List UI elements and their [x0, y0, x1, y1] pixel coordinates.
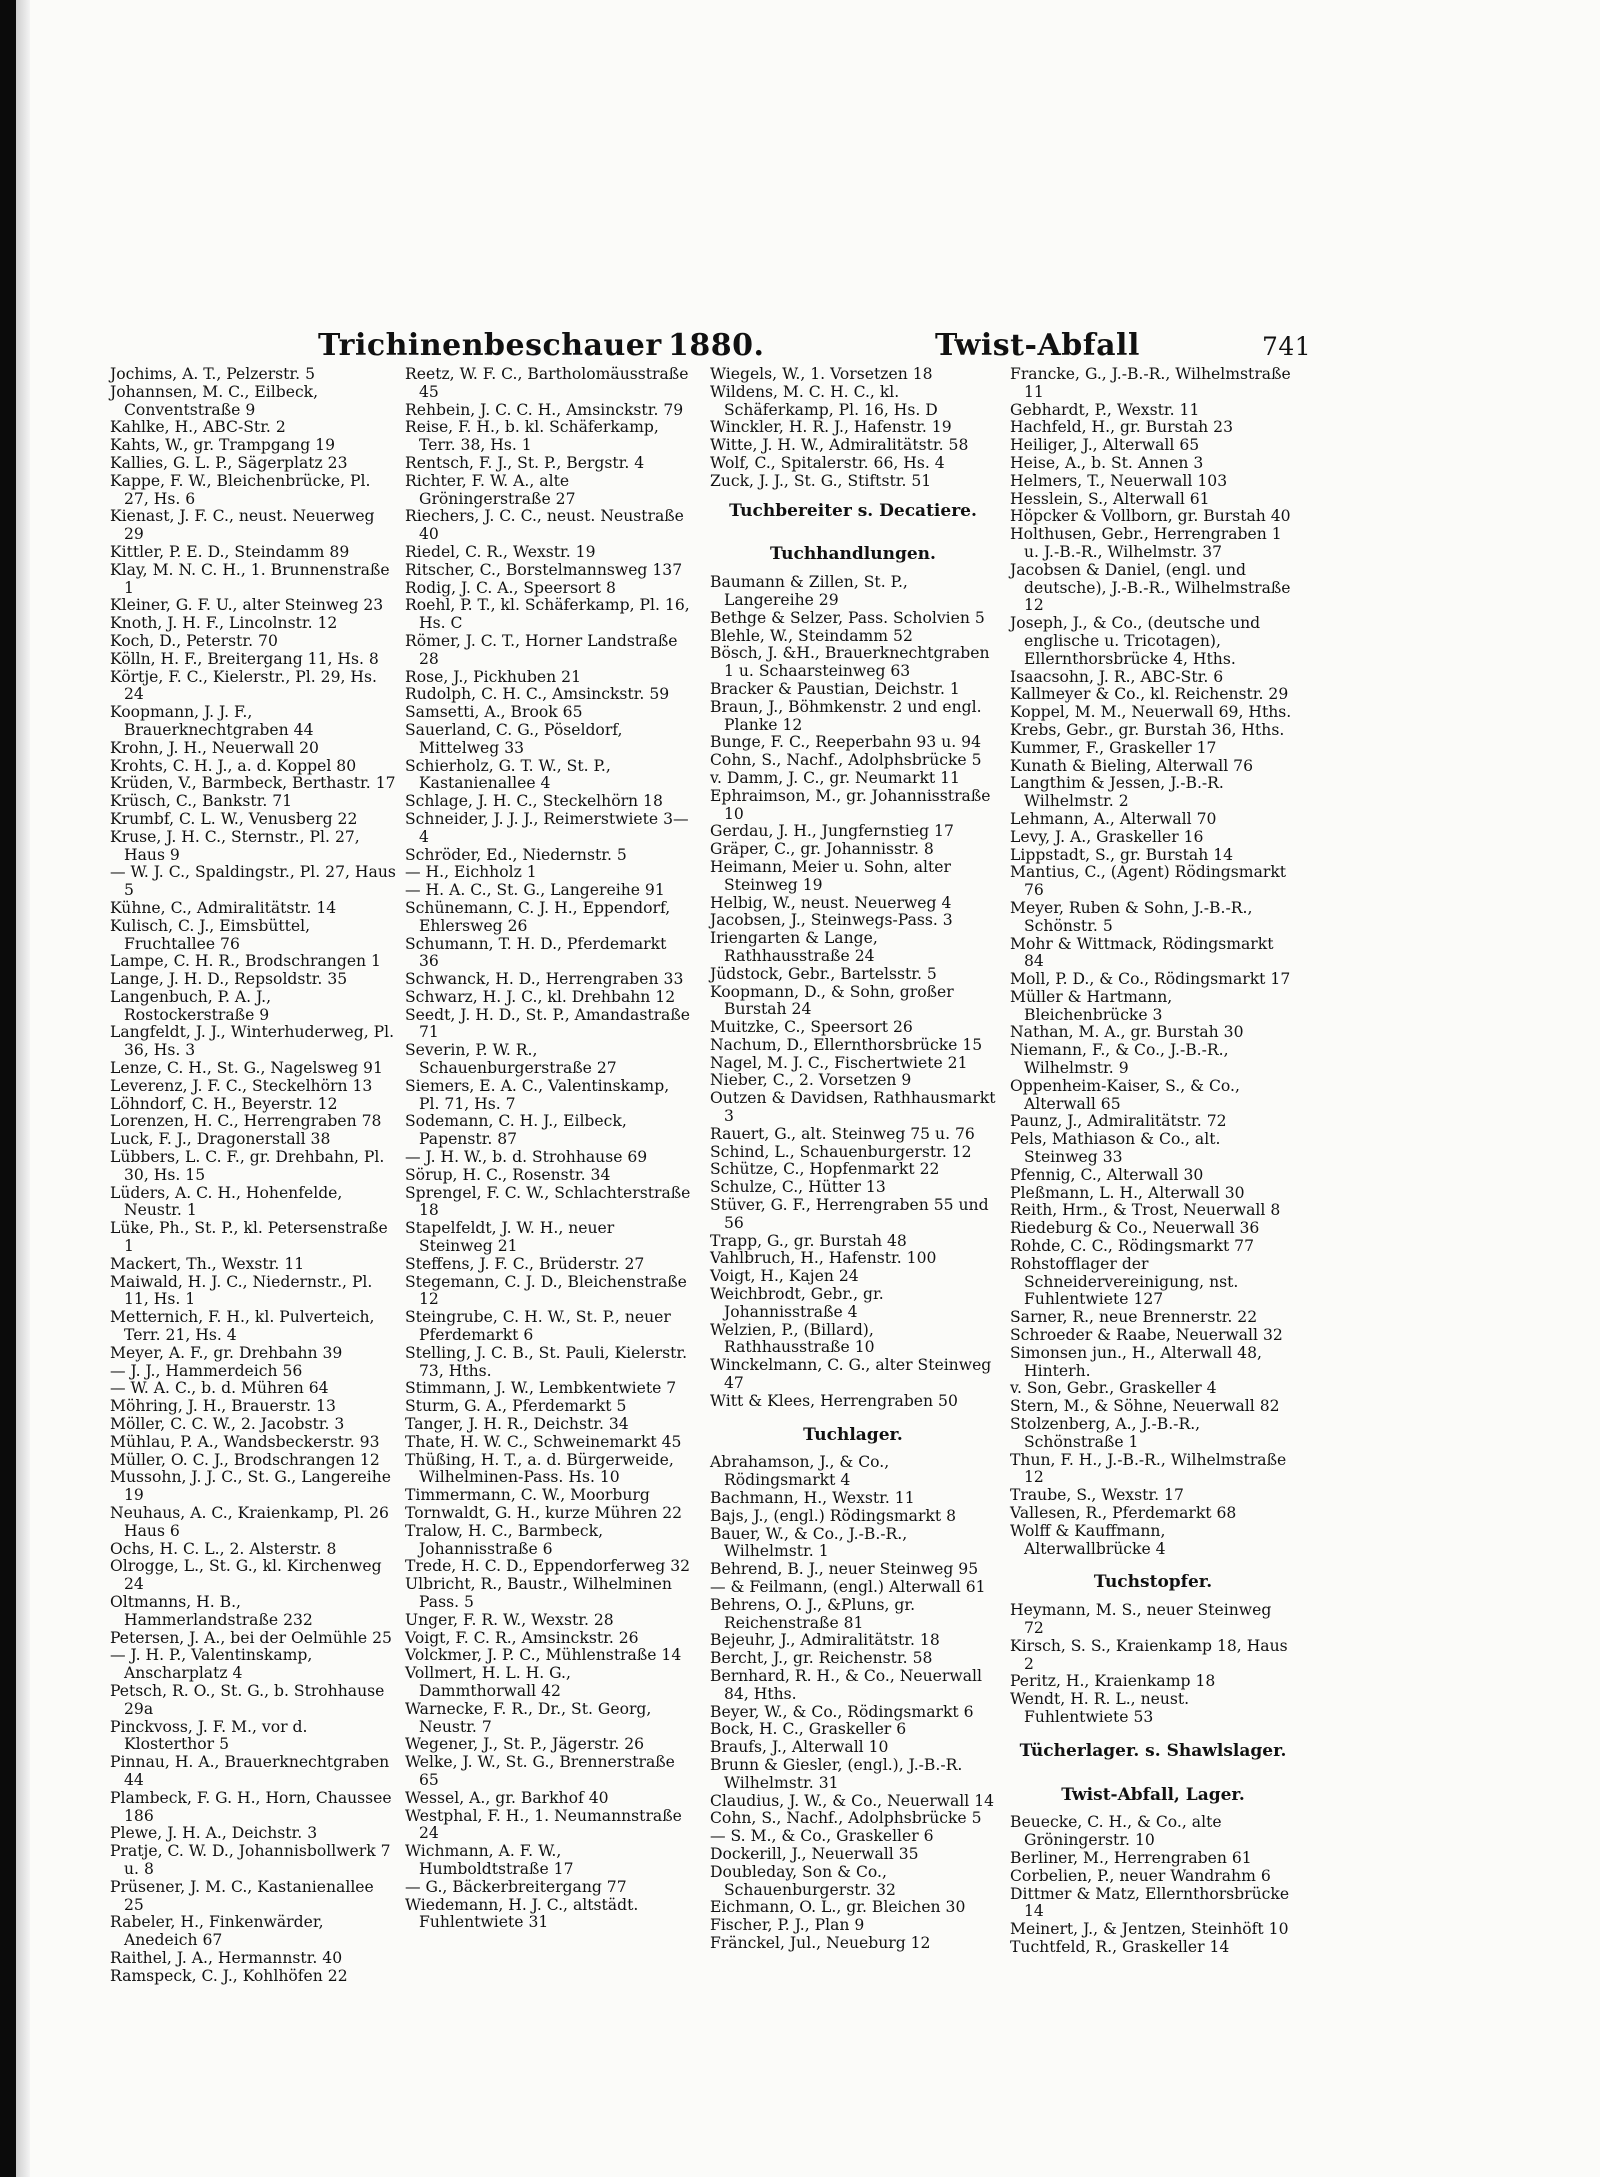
- directory-entry: Bachmann, H., Wexstr. 11: [710, 1489, 915, 1508]
- directory-entry: Wiedemann, H. J. C., altstädt. Fuhlentwiete 31: [405, 1895, 639, 1932]
- directory-entry: Luck, F. J., Dragonerstall 38: [110, 1130, 331, 1149]
- directory-entry: Schroeder & Raabe, Neuerwall 32: [1010, 1326, 1283, 1345]
- section-heading-twist-abfall-lager: Twist-Abfall, Lager.: [1061, 1784, 1245, 1805]
- directory-entry: Thun, F. H., J.-B.-R., Wilhelmstraße 12: [1010, 1450, 1287, 1487]
- column-4: [1010, 366, 1296, 1957]
- directory-entry: Olrogge, L., St. G., kl. Kirchenweg 24: [110, 1557, 382, 1594]
- directory-entry: Bethge & Selzer, Pass. Scholvien 5: [710, 608, 985, 627]
- directory-entry: Kittler, P. E. D., Steindamm 89: [110, 542, 350, 561]
- directory-entry: Stegemann, C. J. D., Bleichenstraße 12: [405, 1272, 687, 1309]
- directory-entry: Voigt, H., Kajen 24: [710, 1267, 859, 1286]
- directory-entry: Warnecke, F. R., Dr., St. Georg, Neustr. 7: [405, 1699, 652, 1736]
- directory-entry: Pinckvoss, J. F. M., vor d. Klosterthor 5: [110, 1717, 308, 1754]
- directory-entry: Oltmanns, H. B., Hammerlandstraße 232: [110, 1592, 313, 1629]
- directory-entry: Baumann & Zillen, St. P., Langereihe 29: [710, 573, 908, 609]
- directory-entry: Doubleday, Son & Co., Schauenburgerstr. 32: [710, 1862, 896, 1899]
- column-2: [405, 366, 691, 1932]
- directory-entry: Brunn & Giesler, (engl.), J.-B.-R. Wilhelmstr. 31: [710, 1755, 963, 1792]
- directory-entry: Langfeldt, J. J., Winterhuderweg, Pl. 36, Hs. 3: [110, 1023, 395, 1060]
- directory-entry: Peritz, H., Kraienkamp 18: [1010, 1672, 1216, 1691]
- directory-entry: Witte, J. H. W., Admiralitätstr. 58: [710, 436, 969, 455]
- directory-entry: Thüßing, H. T., a. d. Bürgerweide, Wilhelminen-Pass. Hs. 10: [405, 1450, 674, 1487]
- directory-entry: Wessel, A., gr. Barkhof 40: [405, 1788, 609, 1807]
- directory-entry: Stelling, J. C. B., St. Pauli, Kielerstr. 73, Hths.: [405, 1343, 688, 1380]
- directory-entry: Traube, S., Wexstr. 17: [1010, 1486, 1184, 1505]
- directory-entry: Wolff & Kauffmann, Alterwallbrücke 4: [1010, 1521, 1166, 1558]
- directory-entry: Westphal, F. H., 1. Neumannstraße 24: [405, 1806, 682, 1843]
- directory-entry: — & Feilmann, (engl.) Alterwall 61: [710, 1578, 986, 1596]
- directory-entry: Lampe, C. H. R., Brodschrangen 1: [110, 952, 381, 971]
- directory-entry: Reetz, W. F. C., Bartholomäusstraße 45: [405, 365, 689, 401]
- directory-entry: Schwanck, H. D., Herrengraben 33: [405, 970, 684, 989]
- directory-entry: Rehbein, J. C. C. H., Amsinckstr. 79: [405, 400, 684, 419]
- directory-entry: Prüsener, J. M. C., Kastanienallee 25: [110, 1877, 374, 1914]
- directory-entry: Koopmann, J. J. F., Brauerknechtgraben 44: [110, 703, 314, 739]
- directory-entry: Stolzenberg, A., J.-B.-R., Schönstraße 1: [1010, 1415, 1201, 1451]
- directory-entry: Kühne, C., Admiralitätstr. 14: [110, 898, 337, 917]
- directory-entry: Reise, F. H., b. kl. Schäferkamp, Terr. 38, Hs. 1: [405, 418, 659, 455]
- directory-entry: Vahlbruch, H., Hafenstr. 100: [710, 1249, 937, 1268]
- directory-entry: Schlage, J. H. C., Steckelhörn 18: [405, 792, 663, 811]
- directory-entry: Simonsen jun., H., Alterwall 48, Hinterh.: [1010, 1343, 1262, 1380]
- directory-entry: Nagel, M. J. C., Fischertwiete 21: [710, 1053, 968, 1072]
- directory-entry: Joseph, J., & Co., (deutsche und englische u. Tricotagen), Ellernthorsbrücke 4, Hths.: [1010, 614, 1261, 668]
- directory-entry: Stapelfeldt, J. W. H., neuer Steinweg 21: [405, 1219, 615, 1256]
- directory-entry: Pratje, C. W. D., Johannisbollwerk 7 u. 8: [110, 1842, 391, 1878]
- column-3: [710, 366, 996, 1953]
- section-heading-tuchhandlungen: Tuchhandlungen.: [770, 544, 936, 565]
- directory-entry: Schütze, C., Hopfenmarkt 22: [710, 1160, 940, 1179]
- directory-entry: Lüke, Ph., St. P., kl. Petersenstraße 1: [110, 1219, 388, 1256]
- directory-entry: Müller & Hartmann, Bleichenbrücke 3: [1010, 987, 1173, 1024]
- directory-entry: Holthusen, Gebr., Herrengraben 1 u. J.-B.-R., Wilhelmstr. 37: [1010, 525, 1282, 561]
- directory-entry: Seedt, J. H. D., St. P., Amandastraße 71: [405, 1005, 690, 1042]
- directory-entry: Ritscher, C., Borstelmannsweg 137: [405, 560, 683, 579]
- directory-entry: Lange, J. H. D., Repsoldstr. 35: [110, 970, 348, 989]
- entries-col3-top: [710, 366, 996, 491]
- directory-entry: Kunath & Bieling, Alterwall 76: [1010, 756, 1253, 775]
- directory-entry: Dittmer & Matz, Ellernthorsbrücke 14: [1010, 1884, 1290, 1921]
- directory-entry: v. Damm, J. C., gr. Neumarkt 11: [710, 768, 960, 787]
- directory-entry: Roehl, P. T., kl. Schäferkamp, Pl. 16, Hs. C: [405, 596, 690, 633]
- directory-entry: Neuhaus, A. C., Kraienkamp, Pl. 26 Haus 6: [110, 1504, 389, 1540]
- directory-entry: Riedeburg & Co., Neuerwall 36: [1010, 1219, 1260, 1238]
- directory-entry: Weichbrodt, Gebr., gr. Johannisstraße 4: [710, 1285, 884, 1321]
- directory-entry: Muitzke, C., Speersort 26: [710, 1018, 913, 1037]
- entries-twist-abfall-lager: [1010, 1814, 1296, 1956]
- directory-entry: Stimmann, J. W., Lembkentwiete 7: [405, 1379, 677, 1398]
- directory-entry: Koopmann, D., & Sohn, großer Burstah 24: [710, 982, 954, 1019]
- directory-entry: Braun, J., Böhmkenstr. 2 und engl. Planke 12: [710, 697, 982, 734]
- directory-entry: Hesslein, S., Alterwall 61: [1010, 489, 1210, 508]
- directory-entry: Jacobsen & Daniel, (engl. und deutsche), J.-B.-R., Wilhelmstraße 12: [1010, 560, 1291, 615]
- directory-entry: Heise, A., b. St. Annen 3: [1010, 453, 1204, 472]
- directory-entry: Meinert, J., & Jentzen, Steinhöft 10: [1010, 1920, 1289, 1939]
- directory-entry: — W. J. C., Spaldingstr., Pl. 27, Haus 5: [110, 863, 396, 900]
- running-header-year: 1880.: [668, 328, 765, 363]
- directory-entry: Bauer, W., & Co., J.-B.-R., Wilhelmstr. 1: [710, 1524, 908, 1561]
- directory-entry: Siemers, E. A. C., Valentinskamp, Pl. 71, Hs. 7: [405, 1076, 670, 1113]
- directory-entry: Cohn, S., Nachf., Adolphsbrücke 5: [710, 751, 982, 770]
- directory-entry: — S. M., & Co., Graskeller 6: [710, 1827, 934, 1846]
- directory-entry: Lehmann, A., Alterwall 70: [1010, 809, 1217, 828]
- directory-entry: Möller, C. C. W., 2. Jacobstr. 3: [110, 1415, 345, 1434]
- directory-entry: Bernhard, R. H., & Co., Neuerwall 84, Hths.: [710, 1666, 982, 1703]
- directory-entry: Krohn, J. H., Neuerwall 20: [110, 738, 319, 757]
- directory-entry: Müller, O. C. J., Brodschrangen 12: [110, 1450, 380, 1469]
- directory-entry: Sodemann, C. H. J., Eilbeck, Papenstr. 87: [405, 1112, 627, 1149]
- directory-entry: Metternich, F. H., kl. Pulverteich, Terr. 21, Hs. 4: [110, 1308, 375, 1345]
- directory-entry: Cohn, S., Nachf., Adolphsbrücke 5: [710, 1809, 982, 1828]
- directory-entry: Schumann, T. H. D., Pferdemarkt 36: [405, 934, 667, 971]
- directory-entry: Sprengel, F. C. W., Schlachterstraße 18: [405, 1183, 691, 1220]
- directory-entry: Kallmeyer & Co., kl. Reichenstr. 29: [1010, 685, 1289, 704]
- directory-entry: Berliner, M., Herrengraben 61: [1010, 1848, 1252, 1867]
- directory-entry: Stern, M., & Söhne, Neuerwall 82: [1010, 1397, 1280, 1416]
- directory-entry: Schröder, Ed., Niedernstr. 5: [405, 845, 627, 864]
- directory-entry: Schierholz, G. T. W., St. P., Kastanienallee 4: [405, 756, 611, 793]
- directory-entry: Kahlke, H., ABC-Str. 2: [110, 418, 286, 437]
- directory-entry: Heymann, M. S., neuer Steinweg 72: [1010, 1601, 1272, 1637]
- directory-entry: Ochs, H. C. L., 2. Alsterstr. 8: [110, 1539, 337, 1558]
- directory-entry: Ulbricht, R., Baustr., Wilhelminen Pass. 5: [405, 1575, 672, 1611]
- directory-entry: Kruse, J. H. C., Sternstr., Pl. 27, Haus 9: [110, 827, 360, 864]
- directory-entry: Heimann, Meier u. Sohn, alter Steinweg 19: [710, 857, 951, 894]
- directory-entry: Bajs, J., (engl.) Rödingsmarkt 8: [710, 1506, 956, 1525]
- directory-entry: Körtje, F. C., Kielerstr., Pl. 29, Hs. 24: [110, 667, 377, 704]
- entries-tuchstopfer: [1010, 1602, 1296, 1727]
- directory-entry: Kleiner, G. F. U., alter Steinweg 23: [110, 596, 384, 615]
- directory-entry: Wildens, M. C. H. C., kl. Schäferkamp, Pl. 16, Hs. D: [710, 382, 938, 419]
- directory-entry: Mackert, Th., Wexstr. 11: [110, 1254, 305, 1273]
- directory-entry: Winckler, H. R. J., Hafenstr. 19: [710, 418, 952, 437]
- directory-entry: Kummer, F., Graskeller 17: [1010, 738, 1217, 757]
- section-heading-tuchlager: Tuchlager.: [803, 1424, 903, 1445]
- directory-entry: Tornwaldt, G. H., kurze Mühren 22: [405, 1504, 683, 1522]
- directory-entry: Mohr & Wittmack, Rödingsmarkt 84: [1010, 934, 1274, 971]
- directory-entry: Gebhardt, P., Wexstr. 11: [1010, 400, 1200, 419]
- directory-entry: Petersen, J. A., bei der Oelmühle 25: [110, 1628, 392, 1647]
- running-header-left: Trichinenbeschauer: [318, 328, 662, 363]
- directory-entry: Behrens, O. J., &Pluns, gr. Reichenstraße 81: [710, 1595, 916, 1632]
- directory-entry: Outzen & Davidsen, Rathhausmarkt 3: [710, 1089, 996, 1126]
- directory-entry: Schwarz, H. J. C., kl. Drehbahn 12: [405, 987, 676, 1006]
- directory-entry: Ramspeck, C. J., Kohlhöfen 22: [110, 1966, 348, 1985]
- directory-entry: Zuck, J. J., St. G., Stiftstr. 51: [710, 471, 932, 490]
- directory-entry: Witt & Klees, Herrengraben 50: [710, 1391, 958, 1410]
- directory-entry: — J. H. W., b. d. Strohhause 69: [405, 1148, 648, 1167]
- directory-entry: Dockerill, J., Neuerwall 35: [710, 1844, 919, 1863]
- directory-entry: Volckmer, J. P. C., Mühlenstraße 14: [405, 1646, 682, 1665]
- directory-entry: Nieber, C., 2. Vorsetzen 9: [710, 1071, 912, 1090]
- directory-entry: Pinnau, H. A., Brauerknechtgraben 44: [110, 1753, 390, 1789]
- directory-entry: Schünemann, C. J. H., Eppendorf, Ehlersweg 26: [405, 898, 671, 935]
- directory-entry: Lübbers, L. C. F., gr. Drehbahn, Pl. 30, Hs. 15: [110, 1148, 385, 1184]
- directory-entry: Krüsch, C., Bankstr. 71: [110, 792, 293, 811]
- directory-entry: Sturm, G. A., Pferdemarkt 5: [405, 1397, 627, 1416]
- directory-entry: Raithel, J. A., Hermannstr. 40: [110, 1948, 343, 1967]
- page-number: 741: [1262, 332, 1312, 361]
- directory-entry: Tralow, H. C., Barmbeck, Johannisstraße 6: [405, 1521, 604, 1558]
- directory-entry: Bösch, J. &H., Brauerknechtgraben 1 u. Schaarsteinweg 63: [710, 644, 990, 681]
- directory-entry: Pleßmann, L. H., Alterwall 30: [1010, 1183, 1245, 1202]
- directory-entry: Schind, L., Schauenburgerstr. 12: [710, 1142, 972, 1161]
- directory-entry: Koppel, M. M., Neuerwall 69, Hths.: [1010, 703, 1292, 722]
- directory-entry: Bunge, F. C., Reeperbahn 93 u. 94: [710, 733, 982, 752]
- directory-entry: Fischer, P. J., Plan 9: [710, 1916, 865, 1935]
- directory-entry: Kallies, G. L. P., Sägerplatz 23: [110, 453, 348, 472]
- directory-entry: Riechers, J. C. C., neust. Neustraße 40: [405, 507, 684, 544]
- directory-entry: Jochims, A. T., Pelzerstr. 5: [110, 365, 316, 383]
- section-heading-tuchstopfer: Tuchstopfer.: [1093, 1572, 1213, 1593]
- entries-col4-top: [1010, 366, 1296, 1558]
- directory-entry: Helmers, T., Neuerwall 103: [1010, 471, 1228, 490]
- directory-entry: Riedel, C. R., Wexstr. 19: [405, 542, 596, 561]
- section-heading-tuecherlager: Tücherlager. s. Shawlslager.: [1019, 1740, 1287, 1761]
- directory-entry: Lenze, C. H., St. G., Nagelsweg 91: [110, 1059, 383, 1078]
- directory-entry: Tanger, J. H. R., Deichstr. 34: [405, 1415, 629, 1434]
- directory-entry: Rohstofflager der Schneidervereinigung, nst. Fuhlentwiete 127: [1010, 1254, 1239, 1309]
- directory-entry: Braufs, J., Alterwall 10: [710, 1738, 889, 1757]
- directory-entry: Francke, G., J.-B.-R., Wilhelmstraße 11: [1010, 365, 1291, 401]
- directory-entry: Jacobsen, J., Steinwegs-Pass. 3: [710, 911, 953, 930]
- directory-entry: Wolf, C., Spitalerstr. 66, Hs. 4: [710, 453, 945, 472]
- directory-entry: Krohts, C. H. J., a. d. Koppel 80: [110, 756, 357, 775]
- directory-entry: Nachum, D., Ellernthorsbrücke 15: [710, 1035, 983, 1054]
- directory-entry: Wiegels, W., 1. Vorsetzen 18: [710, 365, 933, 383]
- directory-entry: Samsetti, A., Brook 65: [405, 703, 583, 722]
- directory-entry: Beyer, W., & Co., Rödingsmarkt 6: [710, 1702, 974, 1721]
- directory-entry: Bejeuhr, J., Admiralitätstr. 18: [710, 1631, 940, 1650]
- directory-entry: Kienast, J. F. C., neust. Neuerweg 29: [110, 507, 375, 544]
- directory-entry: Hachfeld, H., gr. Burstah 23: [1010, 418, 1234, 437]
- directory-entry: Vollmert, H. L. H. G., Dammthorwall 42: [405, 1664, 571, 1700]
- directory-entry: Wichmann, A. F. W., Humboldtstraße 17: [405, 1842, 574, 1878]
- directory-entry: Leverenz, J. F. C., Steckelhörn 13: [110, 1076, 373, 1095]
- directory-entry: Voigt, F. C. R., Amsinckstr. 26: [405, 1628, 639, 1647]
- directory-entry: Plambeck, F. G. H., Horn, Chaussee 186: [110, 1788, 392, 1825]
- directory-entry: Unger, F. R. W., Wexstr. 28: [405, 1610, 614, 1629]
- directory-entry: Sarner, R., neue Brennerstr. 22: [1010, 1308, 1258, 1327]
- directory-entry: — H., Eichholz 1: [405, 863, 537, 882]
- directory-entry: Niemann, F., & Co., J.-B.-R., Wilhelmstr. 9: [1010, 1041, 1229, 1078]
- directory-entry: Behrend, B. J., neuer Steinweg 95: [710, 1560, 979, 1579]
- directory-entry: Langenbuch, P. A. J., Rostockerstraße 9: [110, 987, 272, 1024]
- directory-entry: Ephraimson, M., gr. Johannisstraße 10: [710, 786, 991, 823]
- directory-entry: Stüver, G. F., Herrengraben 55 und 56: [710, 1196, 989, 1232]
- entries-tuchhandlungen: [710, 574, 996, 1410]
- directory-entry: Oppenheim-Kaiser, S., & Co., Alterwall 65: [1010, 1076, 1240, 1113]
- directory-entry: Trapp, G., gr. Burstah 48: [710, 1231, 907, 1250]
- directory-entry: Kahts, W., gr. Trampgang 19: [110, 436, 336, 455]
- directory-entry: Koch, D., Peterstr. 70: [110, 631, 278, 650]
- directory-entry: Plewe, J. H. A., Deichstr. 3: [110, 1824, 318, 1843]
- directory-entry: Pels, Mathiason & Co., alt. Steinweg 33: [1010, 1130, 1221, 1167]
- directory-entry: Lippstadt, S., gr. Burstah 14: [1010, 845, 1234, 864]
- directory-entry: Reith, Hrm., & Trost, Neuerwall 8: [1010, 1201, 1281, 1220]
- directory-entry: Meyer, A. F., gr. Drehbahn 39: [110, 1343, 343, 1362]
- directory-entry: Höpcker & Vollborn, gr. Burstah 40: [1010, 507, 1291, 526]
- directory-entry: Wegener, J., St. P., Jägerstr. 26: [405, 1735, 645, 1754]
- directory-entry: Krebs, Gebr., gr. Burstah 36, Hths.: [1010, 720, 1285, 739]
- directory-entry: Johannsen, M. C., Eilbeck, Conventstraße 9: [110, 382, 319, 419]
- directory-entry: Sörup, H. C., Rosenstr. 34: [405, 1165, 611, 1184]
- directory-entry: Kölln, H. F., Breitergang 11, Hs. 8: [110, 649, 379, 668]
- directory-entry: Sauerland, C. G., Pöseldorf, Mittelweg 33: [405, 720, 623, 757]
- directory-entry: Mantius, C., (Agent) Rödingsmarkt 76: [1010, 863, 1287, 900]
- directory-entry: Thate, H. W. C., Schweinemarkt 45: [405, 1432, 682, 1451]
- directory-entry: Maiwald, H. J. C., Niedernstr., Pl. 11, Hs. 1: [110, 1272, 373, 1309]
- directory-entry: Paunz, J., Admiralitätstr. 72: [1010, 1112, 1227, 1131]
- directory-entry: Lorenzen, H. C., Herrengraben 78: [110, 1112, 382, 1131]
- directory-entry: Mussohn, J. J. C., St. G., Langereihe 19: [110, 1468, 392, 1505]
- directory-entry: Gerdau, J. H., Jungfernstieg 17: [710, 822, 954, 841]
- directory-entry: Gräper, C., gr. Johannisstr. 8: [710, 840, 934, 859]
- directory-entry: Welke, J. W., St. G., Brennerstraße 65: [405, 1753, 675, 1789]
- directory-entry: Trede, H. C. D., Eppendorferweg 32: [405, 1557, 691, 1576]
- directory-entry: Rose, J., Pickhuben 21: [405, 667, 581, 686]
- directory-entry: Isaacsohn, J. R., ABC-Str. 6: [1010, 667, 1224, 686]
- directory-entry: — G., Bäckerbreitergang 77: [405, 1877, 627, 1896]
- directory-entry: Bock, H. C., Graskeller 6: [710, 1720, 907, 1739]
- directory-entry: Schulze, C., Hütter 13: [710, 1178, 886, 1197]
- directory-entry: Kirsch, S. S., Kraienkamp 18, Haus 2: [1010, 1636, 1288, 1673]
- directory-entry: Schneider, J. J. J., Reimerstwiete 3—4: [405, 809, 689, 846]
- directory-entry: Rabeler, H., Finkenwärder, Anedeich 67: [110, 1913, 324, 1950]
- directory-entry: Rentsch, F. J., St. P., Bergstr. 4: [405, 453, 645, 472]
- directory-entry: Rudolph, C. H. C., Amsinckstr. 59: [405, 685, 670, 704]
- directory-entry: Bercht, J., gr. Reichenstr. 58: [710, 1649, 933, 1668]
- directory-entry: v. Son, Gebr., Graskeller 4: [1010, 1379, 1217, 1398]
- directory-entry: Rodig, J. C. A., Speersort 8: [405, 578, 616, 597]
- section-heading-tuchbereiter: Tuchbereiter s. Decatiere.: [729, 500, 977, 521]
- directory-entry: Steingrube, C. H. W., St. P., neuer Pferdemarkt 6: [405, 1308, 671, 1345]
- directory-entry: Moll, P. D., & Co., Rödingsmarkt 17: [1010, 970, 1291, 989]
- directory-entry: Eichmann, O. L., gr. Bleichen 30: [710, 1898, 966, 1917]
- directory-entry: Mühlau, P. A., Wandsbeckerstr. 93: [110, 1432, 380, 1451]
- directory-entry: Steffens, J. F. C., Brüderstr. 27: [405, 1254, 645, 1273]
- directory-entry: Jüdstock, Gebr., Bartelsstr. 5: [710, 964, 937, 983]
- directory-entry: Meyer, Ruben & Sohn, J.-B.-R., Schönstr. 5: [1010, 898, 1253, 935]
- running-header-right: Twist-Abfall: [935, 328, 1140, 363]
- directory-entry: Klay, M. N. C. H., 1. Brunnenstraße 1: [110, 560, 390, 597]
- scan-border: [0, 0, 16, 2177]
- directory-entry: Blehle, W., Steindamm 52: [710, 626, 913, 645]
- directory-entry: Nathan, M. A., gr. Burstah 30: [1010, 1023, 1244, 1042]
- directory-entry: Wendt, H. R. L., neust. Fuhlentwiete 53: [1010, 1690, 1190, 1726]
- directory-entry: Richter, F. W. A., alte Gröningerstraße 27: [405, 471, 576, 508]
- directory-entry: Petsch, R. O., St. G., b. Strohhause 29a: [110, 1681, 385, 1718]
- directory-entry: Rauert, G., alt. Steinweg 75 u. 76: [710, 1124, 975, 1143]
- directory-entry: Iriengarten & Lange, Rathhausstraße 24: [710, 929, 878, 965]
- directory-entry: Bracker & Paustian, Deichstr. 1: [710, 679, 960, 698]
- directory-entry: Welzien, P., (Billard), Rathhausstraße 10: [710, 1320, 875, 1357]
- directory-entry: Claudius, J. W., & Co., Neuerwall 14: [710, 1791, 995, 1810]
- directory-entry: Langthim & Jessen, J.-B.-R. Wilhelmstr. 2: [1010, 774, 1224, 811]
- directory-entry: Löhndorf, C. H., Beyerstr. 12: [110, 1094, 338, 1113]
- directory-entry: Severin, P. W. R., Schauenburgerstraße 27: [405, 1041, 617, 1078]
- directory-entry: Beuecke, C. H., & Co., alte Gröningerstr. 10: [1010, 1813, 1222, 1850]
- directory-entry: Vallesen, R., Pferdemarkt 68: [1010, 1504, 1237, 1522]
- directory-entry: Pfennig, C., Alterwall 30: [1010, 1165, 1204, 1184]
- directory-entry: Möhring, J. H., Brauerstr. 13: [110, 1397, 336, 1416]
- directory-entry: Römer, J. C. T., Horner Landstraße 28: [405, 631, 678, 668]
- directory-entry: Kulisch, C. J., Eimsbüttel, Fruchtallee 76: [110, 916, 311, 953]
- directory-entry: — W. A. C., b. d. Mühren 64: [110, 1379, 329, 1398]
- directory-entry: Krüden, V., Barmbeck, Berthastr. 17: [110, 774, 396, 793]
- entries-tuchlager: [710, 1454, 996, 1952]
- directory-entry: Krumbf, C. L. W., Venusberg 22: [110, 809, 358, 828]
- directory-entry: Corbelien, P., neuer Wandrahm 6: [1010, 1866, 1271, 1885]
- directory-entry: Helbig, W., neust. Neuerweg 4: [710, 893, 952, 912]
- directory-entry: — J. H. P., Valentinskamp, Anscharplatz 4: [110, 1646, 313, 1683]
- directory-entry: Kappe, F. W., Bleichenbrücke, Pl. 27, Hs. 6: [110, 471, 371, 508]
- directory-entry: Timmermann, C. W., Moorburg: [405, 1486, 650, 1505]
- directory-entry: Fränckel, Jul., Neueburg 12: [710, 1933, 931, 1952]
- directory-entry: Knoth, J. H. F., Lincolnstr. 12: [110, 614, 338, 633]
- directory-entry: Lüders, A. C. H., Hohenfelde, Neustr. 1: [110, 1183, 343, 1220]
- directory-entry: — H. A. C., St. G., Langereihe 91: [405, 881, 665, 900]
- directory-entry: Winckelmann, C. G., alter Steinweg 47: [710, 1356, 992, 1393]
- page-binding-edge: [16, 0, 30, 2177]
- directory-entry: Levy, J. A., Graskeller 16: [1010, 827, 1204, 846]
- column-1: [110, 366, 396, 1986]
- directory-entry: — J. J., Hammerdeich 56: [110, 1361, 303, 1380]
- directory-entry: Rohde, C. C., Rödingsmarkt 77: [1010, 1237, 1255, 1256]
- directory-entry: Abrahamson, J., & Co., Rödingsmarkt 4: [710, 1453, 890, 1490]
- directory-entry: Heiliger, J., Alterwall 65: [1010, 436, 1200, 455]
- directory-entry: Tuchtfeld, R., Graskeller 14: [1010, 1937, 1230, 1956]
